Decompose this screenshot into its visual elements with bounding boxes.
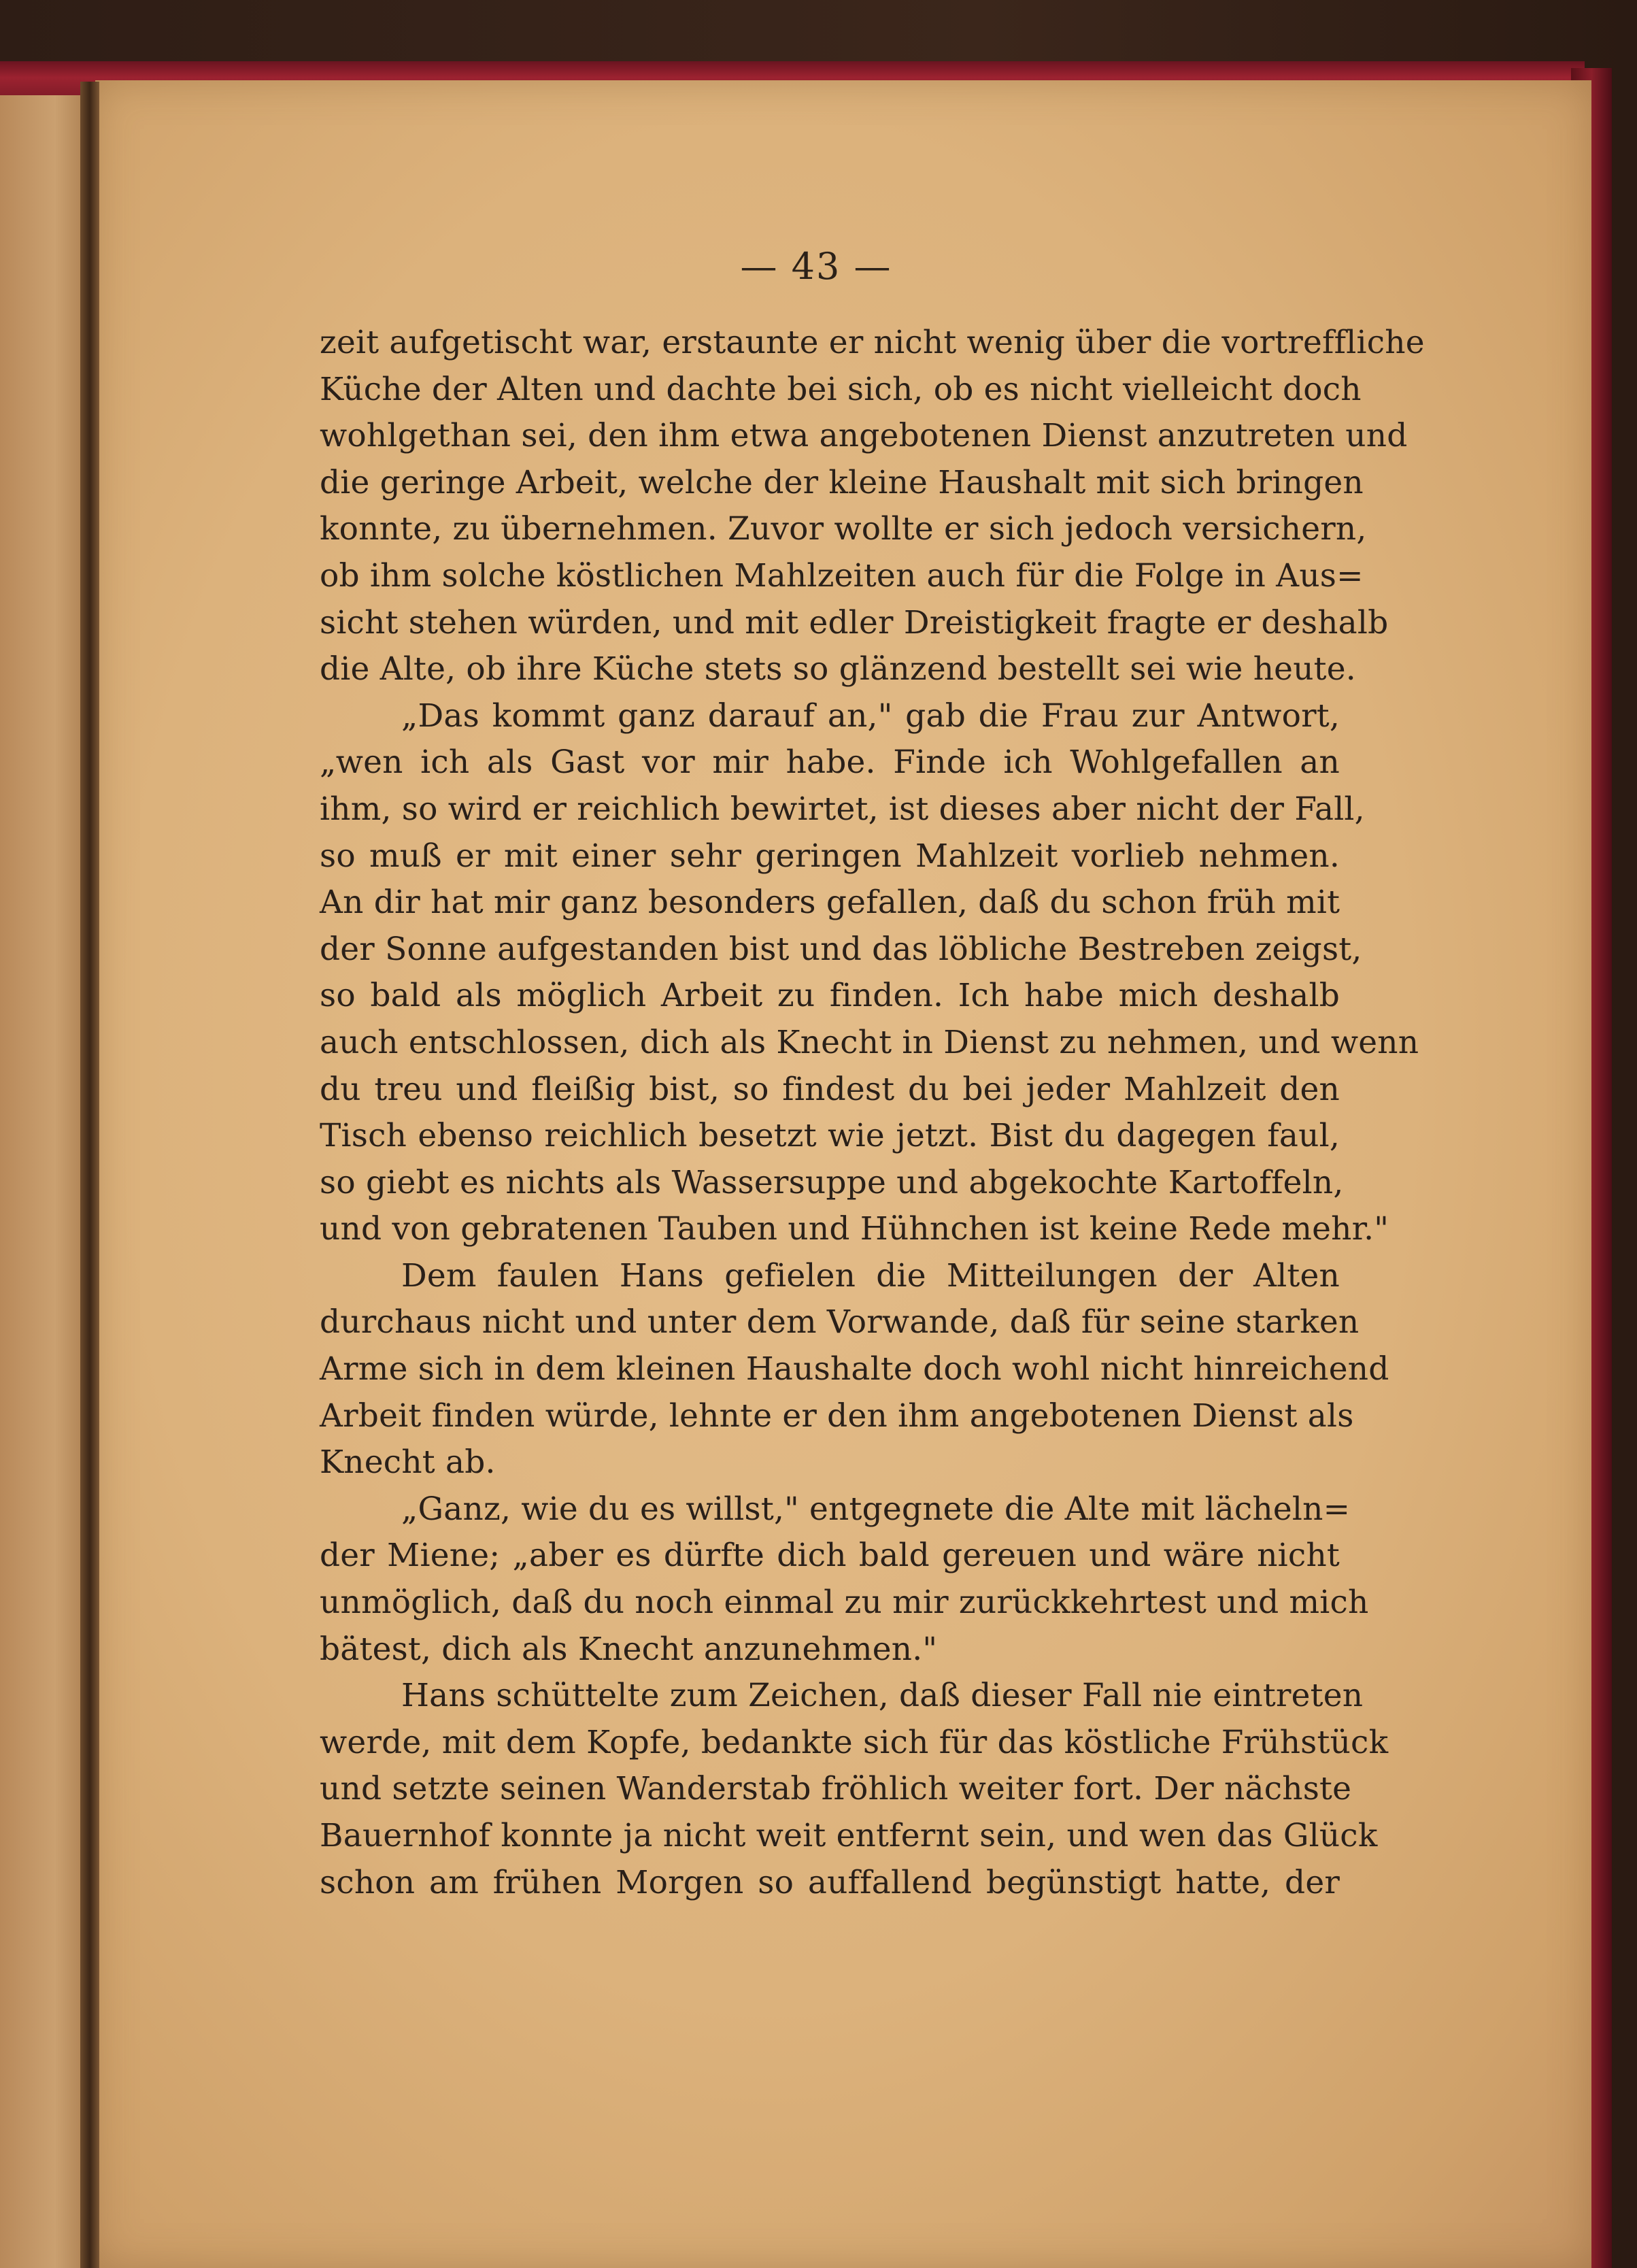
- text-line: durchaus nicht und unter dem Vorwande, daß für seine starken: [320, 1303, 1360, 1341]
- text-line: du treu und fleißig bist, so findest du bei jeder Mahlzeit den: [320, 1070, 1340, 1108]
- text-line: Tisch ebenso reichlich besetzt wie jetzt. Bist du dagegen faul,: [320, 1117, 1340, 1155]
- text-line: die geringe Arbeit, welche der kleine Haushalt mit sich bringen: [320, 463, 1364, 501]
- text-line: Bauernhof konnte ja nicht weit entfernt sein, und wen das Glück: [320, 1817, 1378, 1854]
- page-number: — 43 —: [740, 245, 892, 288]
- text-line: der Miene; „aber es dürfte dich bald gereuen und wäre nicht: [320, 1537, 1340, 1575]
- text-line: Knecht ab.: [320, 1444, 496, 1482]
- text-line: so muß er mit einer sehr geringen Mahlzeit vorlieb nehmen.: [320, 837, 1340, 875]
- text-line: schon am frühen Morgen so auffallend begünstigt hatte, der: [320, 1863, 1340, 1901]
- text-line: An dir hat mir ganz besonders gefallen, daß du schon früh mit: [320, 884, 1340, 922]
- text-line: Küche der Alten und dachte bei sich, ob es nicht vielleicht doch: [320, 370, 1362, 408]
- text-line: zeit aufgetischt war, erstaunte er nicht wenig über die vortreffliche: [320, 324, 1425, 361]
- text-line: bätest, dich als Knecht anzunehmen.": [320, 1630, 938, 1668]
- text-line: werde, mit dem Kopfe, bedankte sich für das köstliche Frühstück: [320, 1723, 1389, 1761]
- text-line: so giebt es nichts als Wassersuppe und abgekochte Kartoffeln,: [320, 1163, 1344, 1201]
- text-line: sicht stehen würden, und mit edler Dreistigkeit fragte er deshalb: [320, 603, 1389, 641]
- text-line: Dem faulen Hans gefielen die Mitteilungen der Alten: [401, 1256, 1340, 1295]
- text-line: die Alte, ob ihre Küche stets so glänzend bestellt sei wie heute.: [320, 650, 1356, 688]
- text-line: wohlgethan sei, den ihm etwa angebotenen Dienst anzutreten und: [320, 417, 1408, 455]
- left-facing-page: [0, 95, 92, 2268]
- text-line: ihm, so wird er reichlich bewirtet, ist dieses aber nicht der Fall,: [320, 790, 1365, 828]
- text-line: ob ihm solche köstlichen Mahlzeiten auch für die Folge in Aus=: [320, 556, 1364, 595]
- text-line: Arbeit finden würde, lehnte er den ihm angebotenen Dienst als: [320, 1397, 1354, 1435]
- text-line: und setzte seinen Wanderstab fröhlich weiter fort. Der nächste: [320, 1770, 1352, 1808]
- text-line: „wen ich als Gast vor mir habe. Finde ich Wohlgefallen an: [320, 744, 1340, 782]
- text-line: auch entschlossen, dich als Knecht in Dienst zu nehmen, und wenn: [320, 1023, 1419, 1061]
- text-line: und von gebratenen Tauben und Hühnchen ist keine Rede mehr.": [320, 1210, 1389, 1248]
- text-line: Hans schüttelte zum Zeichen, daß dieser Fall nie eintreten: [401, 1677, 1364, 1715]
- text-line: der Sonne aufgestanden bist und das löbliche Bestreben zeigst,: [320, 930, 1362, 968]
- text-line: „Ganz, wie du es willst," entgegnete die Alte mit lächeln=: [401, 1490, 1351, 1528]
- book-gutter: [80, 82, 99, 2268]
- text-line: konnte, zu übernehmen. Zuvor wollte er sich jedoch versichern,: [320, 510, 1367, 548]
- text-line: unmöglich, daß du noch einmal zu mir zurückkehrtest und mich: [320, 1584, 1369, 1622]
- text-line: so bald als möglich Arbeit zu finden. Ich habe mich deshalb: [320, 977, 1340, 1015]
- text-line: „Das kommt ganz darauf an," gab die Frau zur Antwort,: [401, 697, 1340, 735]
- body-text: [320, 320, 1425, 1906]
- text-line: Arme sich in dem kleinen Haushalte doch wohl nicht hinreichend: [320, 1350, 1389, 1388]
